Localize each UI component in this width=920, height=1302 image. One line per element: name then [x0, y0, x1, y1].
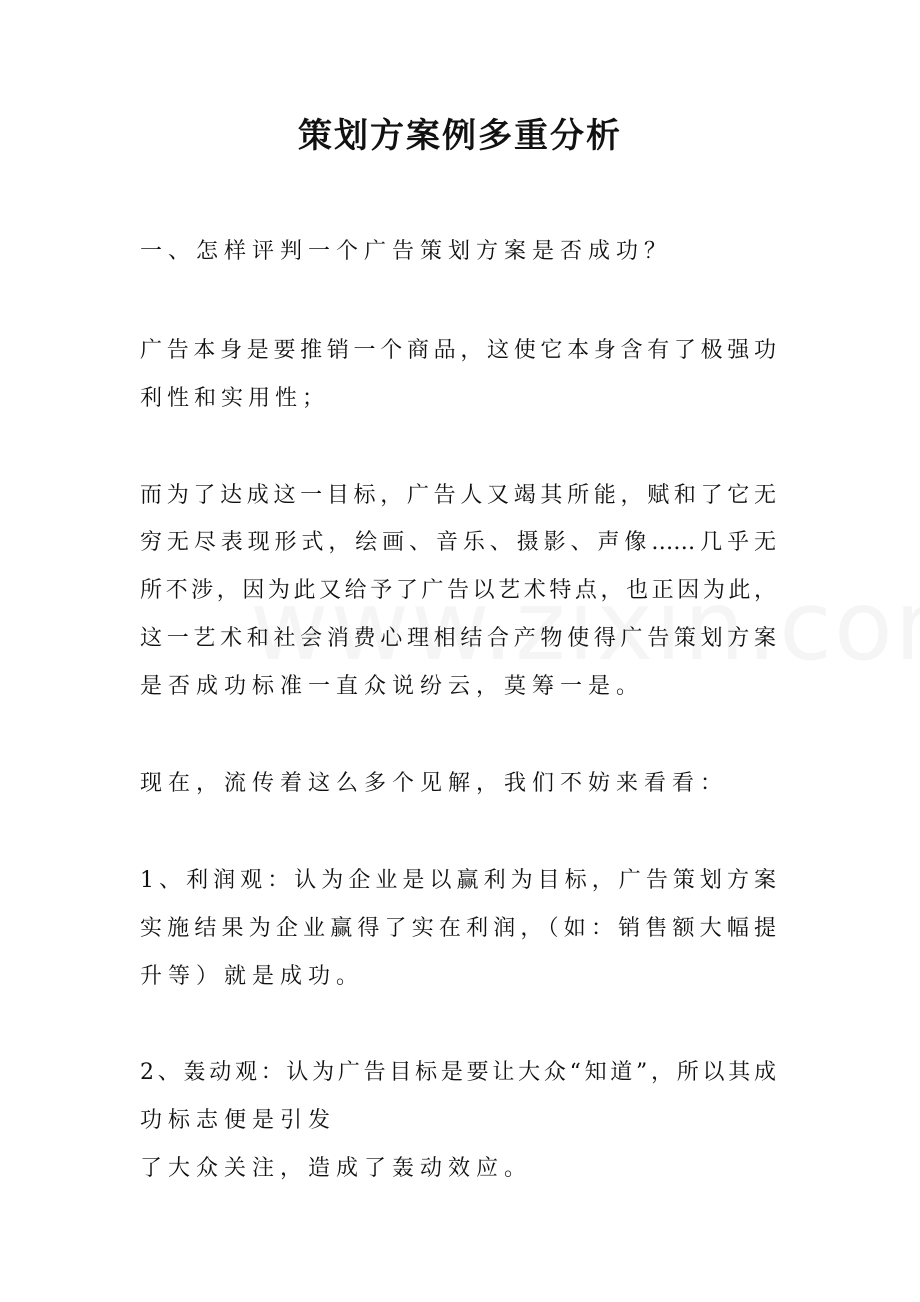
paragraph-line: 利性和实用性； [140, 386, 330, 411]
paragraph-line: 这一艺术和社会消费心理相结合产物使得广告策划方案 [140, 626, 776, 651]
document-title: 策划方案例多重分析 [298, 116, 622, 156]
paragraph-line: 广告本身是要推销一个商品，这使它本身含有了极强功 [140, 338, 776, 363]
section-heading: 一、怎样评判一个广告策划方案是否成功？ [140, 239, 673, 264]
list-item-line: 1、利润观：认为企业是以赢利为目标，广告策划方案 [140, 868, 776, 893]
list-item-line: 2、轰动观：认为广告目标是要让大众“知道”，所以其成 [140, 1060, 776, 1085]
list-item-line: 功标志便是引发 [140, 1108, 337, 1133]
paragraph-line: 是否成功标准一直众说纷云，莫筹一是。 [140, 674, 645, 699]
paragraph-line: 而为了达成这一目标，广告人又竭其所能，赋和了它无 [140, 483, 776, 508]
list-item-line: 实施结果为企业赢得了实在利润，（如：销售额大幅提 [140, 916, 776, 941]
list-item-line: 升等）就是成功。 [140, 964, 365, 989]
paragraph-line: 所不涉，因为此又给予了广告以艺术特点，也正因为此， [140, 578, 776, 603]
list-item-line: 了大众关注，造成了轰动效应。 [140, 1156, 533, 1181]
paragraph-line: 现在，流传着这么多个见解，我们不妨来看看： [140, 771, 729, 796]
paragraph-line: 穷无尽表现形式，绘画、音乐、摄影、声像……几乎无 [140, 530, 776, 555]
